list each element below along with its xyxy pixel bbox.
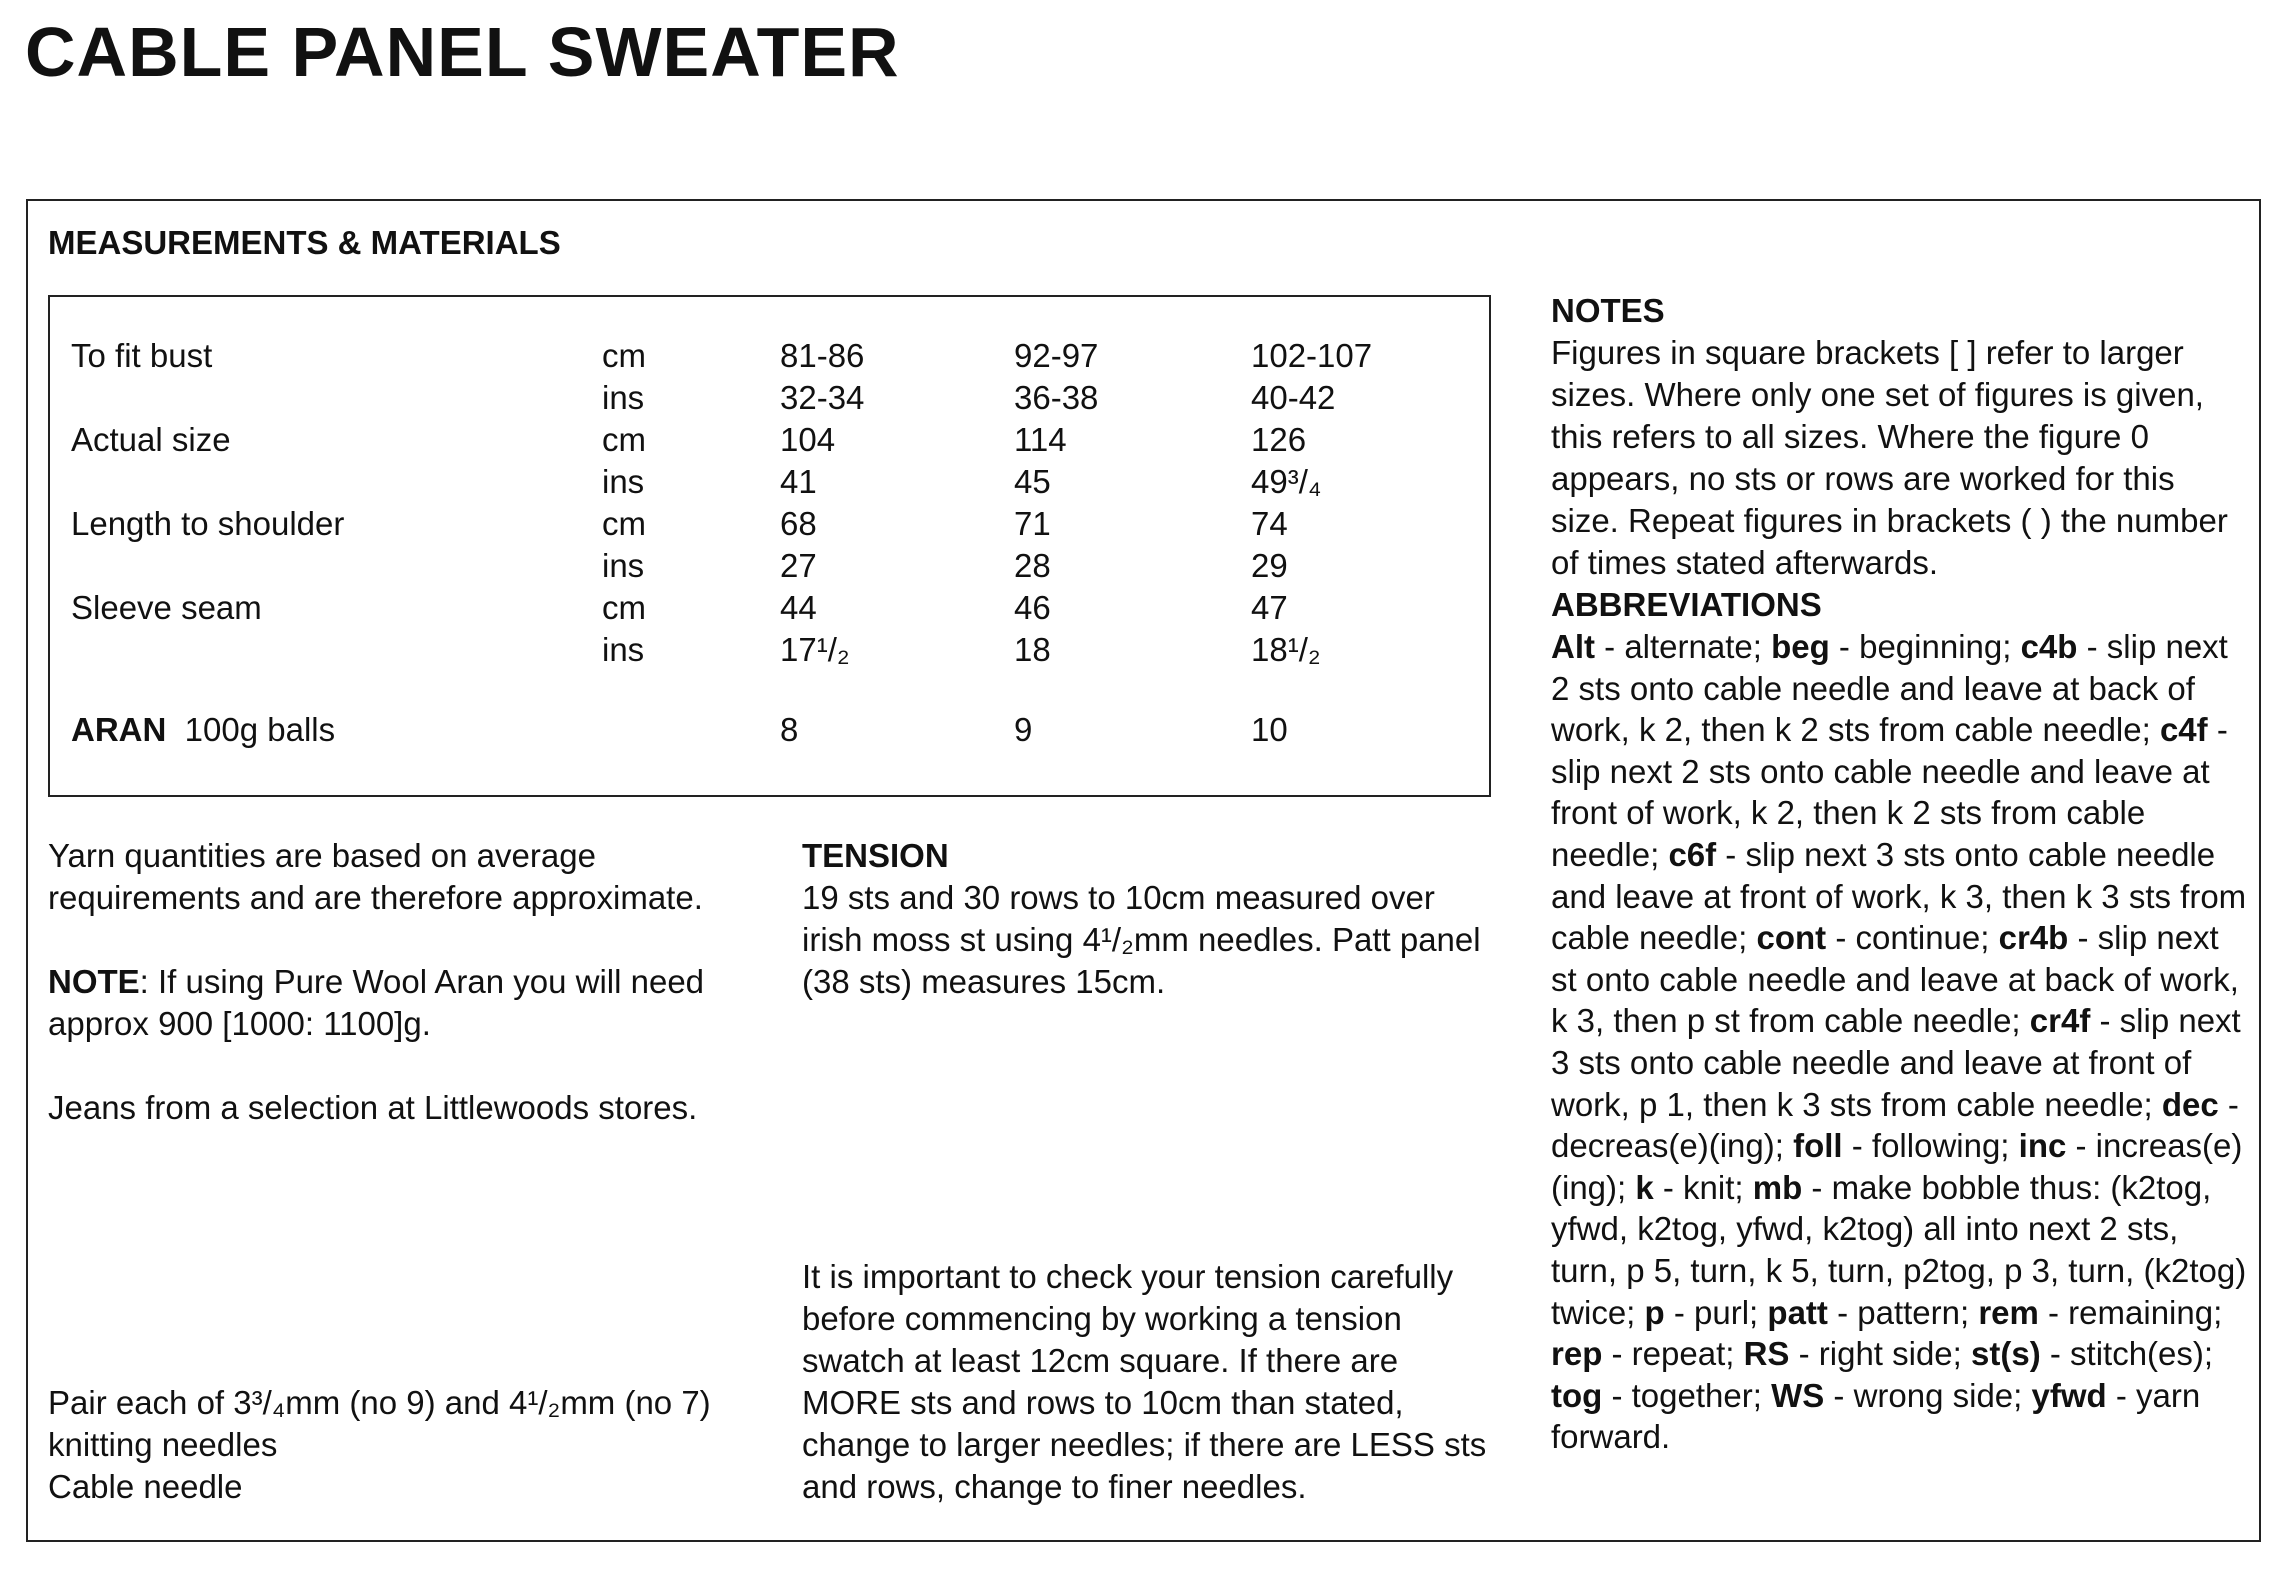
abbr-term: Alt bbox=[1551, 628, 1595, 665]
measure-unit: cm bbox=[602, 505, 646, 542]
tension-line: 19 sts and 30 rows to 10cm measured over bbox=[802, 879, 1435, 916]
abbr-term: dec bbox=[2161, 1085, 2219, 1123]
abbr-definition: - purl; bbox=[1664, 1293, 1768, 1331]
abbr-term: c4b bbox=[2020, 628, 2078, 665]
abbr-definition: - slip next 3 sts onto cable needle and leave at front of work, p 1, then k 3 sts from cable needle; bbox=[1551, 1002, 2241, 1123]
abbr-definition: - following; bbox=[1842, 1127, 2019, 1165]
abbreviations-heading bbox=[1551, 584, 1822, 626]
yarn-note-line: requirements and are therefore approximate. bbox=[48, 879, 703, 916]
tension-line: (38 sts) measures 15cm. bbox=[802, 963, 1166, 1000]
measure-size-1: 44 bbox=[780, 589, 817, 626]
measure-size-2: 18 bbox=[1014, 631, 1051, 668]
jeans-credit: Jeans from a selection at Littlewoods stores. bbox=[48, 1089, 698, 1126]
abbr-definition: - alternate; bbox=[1595, 628, 1772, 665]
measure-size-1: 81-86 bbox=[780, 337, 865, 374]
needles-line: knitting needles bbox=[48, 1426, 278, 1463]
needles-line: Pair each of 3³/₄mm (no 9) and 4¹/₂mm (no 7) bbox=[48, 1384, 711, 1421]
abbreviations-list bbox=[1551, 626, 2251, 1458]
measure-size-3: 18¹/₂ bbox=[1251, 631, 1321, 668]
measure-size-1: 104 bbox=[780, 421, 836, 458]
measure-size-2: 114 bbox=[1014, 421, 1067, 458]
abbr-term: cr4f bbox=[2029, 1002, 2091, 1040]
tension-section bbox=[802, 835, 1481, 1003]
abbr-definition: - beginning; bbox=[1829, 628, 2021, 665]
note-text: : If using Pure Wool Aran you will need bbox=[139, 963, 705, 1000]
yarn-qty-size1: 8 bbox=[780, 711, 799, 748]
yarn-qty-size2: 9 bbox=[1014, 711, 1033, 748]
yarn-brand: ARAN bbox=[71, 711, 167, 748]
abbr-term: foll bbox=[1793, 1127, 1843, 1165]
abbr-definition: - slip next 3 sts onto cable needle and leave at front of work, k 3, then k 3 sts from cable needle; bbox=[1551, 835, 2247, 957]
notes-line: of times stated afterwards. bbox=[1551, 544, 1938, 581]
abbr-definition: - slip next 2 sts onto cable needle and leave at front of work, k 2, then k 2 sts from cable needle; bbox=[1551, 711, 2228, 873]
measure-unit: ins bbox=[602, 379, 645, 416]
measure-unit: cm bbox=[602, 421, 646, 458]
abbr-term: tog bbox=[1551, 1376, 1603, 1414]
measure-label: To fit bust bbox=[71, 337, 213, 374]
abbr-definition: - repeat; bbox=[1602, 1335, 1744, 1373]
measure-size-1: 27 bbox=[780, 547, 817, 584]
measure-size-3: 126 bbox=[1251, 421, 1307, 458]
measure-size-3: 49³/₄ bbox=[1251, 463, 1322, 500]
abbr-definition: - right side; bbox=[1789, 1335, 1972, 1373]
abbr-term: yfwd bbox=[2031, 1376, 2107, 1414]
abbr-definition: - remaining; bbox=[2038, 1293, 2223, 1331]
note-label: NOTE bbox=[48, 963, 140, 1000]
measure-unit: cm bbox=[602, 337, 646, 374]
tension-line: irish moss st using 4¹/₂mm needles. Patt panel bbox=[802, 921, 1481, 958]
abbr-definition: - continue; bbox=[1826, 919, 1999, 957]
abbr-term: cr4b bbox=[1998, 919, 2069, 957]
measure-size-1: 17¹/₂ bbox=[780, 631, 850, 668]
abbr-term: cont bbox=[1756, 919, 1827, 957]
measure-size-1: 32-34 bbox=[780, 379, 865, 416]
abbr-definition: - decreas(e)(ing); bbox=[1551, 1085, 2239, 1165]
needles-line: Cable needle bbox=[48, 1468, 243, 1505]
page-title: CABLE PANEL SWEATER bbox=[25, 13, 900, 91]
abbr-term: inc bbox=[2018, 1127, 2067, 1165]
tension-check-line: change to larger needles; if there are LESS sts bbox=[802, 1426, 1487, 1463]
abbr-definition: - wrong side; bbox=[1824, 1376, 2032, 1414]
abbr-term: rep bbox=[1551, 1335, 1603, 1373]
measure-unit: ins bbox=[602, 547, 645, 584]
abbr-definition: - together; bbox=[1602, 1376, 1772, 1414]
tension-check-note bbox=[802, 1256, 1486, 1508]
measure-size-2: 92-97 bbox=[1014, 337, 1099, 374]
abbr-term: c6f bbox=[1668, 835, 1717, 873]
pure-wool-note bbox=[48, 961, 704, 1045]
tension-check-line: before commencing by working a tension bbox=[802, 1300, 1402, 1337]
tension-check-line: swatch at least 12cm square. If there are bbox=[802, 1342, 1399, 1379]
abbr-term: st(s) bbox=[1971, 1335, 2041, 1373]
notes-heading: NOTES bbox=[1551, 292, 1665, 329]
note-text-2: approx 900 [1000: 1100]g. bbox=[48, 1005, 431, 1042]
notes-line: Figures in square brackets [ ] refer to larger bbox=[1551, 334, 2184, 371]
abbr-definition: - knit; bbox=[1653, 1168, 1753, 1206]
abbreviations-heading-text: ABBREVIATIONS bbox=[1551, 586, 1822, 623]
abbr-term: k bbox=[1635, 1168, 1654, 1206]
yarn-quantity-note bbox=[48, 835, 703, 919]
measure-size-1: 41 bbox=[780, 463, 817, 500]
abbr-definition: - increas(e)(ing); bbox=[1551, 1127, 2243, 1206]
abbr-term: p bbox=[1644, 1293, 1665, 1331]
notes-line: sizes. Where only one set of figures is given, bbox=[1551, 376, 2204, 413]
notes-section bbox=[1551, 290, 2228, 584]
measure-unit: cm bbox=[602, 589, 646, 626]
measure-unit: ins bbox=[602, 463, 645, 500]
abbr-definition: - yarn forward. bbox=[1551, 1376, 2201, 1456]
measure-size-2: 46 bbox=[1014, 589, 1051, 626]
notes-line: size. Repeat figures in brackets ( ) the number bbox=[1551, 502, 2228, 539]
section-heading: MEASUREMENTS & MATERIALS bbox=[48, 224, 561, 261]
yarn-note-line: Yarn quantities are based on average bbox=[48, 837, 596, 874]
abbr-definition: - stitch(es); bbox=[2040, 1335, 2214, 1373]
abbr-term: beg bbox=[1771, 628, 1830, 665]
tension-check-line: It is important to check your tension carefully bbox=[802, 1258, 1454, 1295]
tension-check-line: and rows, change to finer needles. bbox=[802, 1468, 1307, 1505]
measure-size-3: 47 bbox=[1251, 589, 1288, 626]
measure-size-3: 74 bbox=[1251, 505, 1288, 542]
measure-size-2: 45 bbox=[1014, 463, 1051, 500]
abbr-term: c4f bbox=[2159, 711, 2208, 749]
tension-check-line: MORE sts and rows to 10cm than stated, bbox=[802, 1384, 1404, 1421]
notes-line: appears, no sts or rows are worked for this bbox=[1551, 460, 2175, 497]
measure-label: Length to shoulder bbox=[71, 505, 345, 542]
measure-size-2: 28 bbox=[1014, 547, 1051, 584]
abbr-term: rem bbox=[1978, 1293, 2039, 1331]
yarn-qty-size3: 10 bbox=[1251, 711, 1288, 748]
abbr-definition: - slip next 2 sts onto cable needle and leave at back of work, k 2, then k 2 sts from cable needle; bbox=[1551, 628, 2228, 749]
measure-label: Sleeve seam bbox=[71, 589, 262, 626]
abbr-definition: - slip next st onto cable needle and leave at back of work, k 3, then p st from cable needle; bbox=[1551, 919, 2239, 1040]
measure-label: Actual size bbox=[71, 421, 231, 458]
notes-line: this refers to all sizes. Where the figure 0 bbox=[1551, 418, 2149, 455]
abbr-term: RS bbox=[1743, 1335, 1790, 1373]
tension-heading: TENSION bbox=[802, 837, 949, 874]
abbr-term: WS bbox=[1771, 1376, 1825, 1414]
measure-size-3: 102-107 bbox=[1251, 337, 1373, 374]
measure-size-2: 36-38 bbox=[1014, 379, 1099, 416]
abbr-definition: - pattern; bbox=[1827, 1293, 1979, 1331]
abbr-term: patt bbox=[1767, 1293, 1828, 1331]
measure-unit: ins bbox=[602, 631, 645, 668]
measure-size-1: 68 bbox=[780, 505, 817, 542]
abbr-definition: - make bobble thus: (k2tog, yfwd, k2tog, yfwd, k2tog) all into next 2 sts, turn, p 5, turn, k 5, turn, p2tog, p 3, turn, (k2tog) twice; bbox=[1551, 1168, 2247, 1331]
measure-size-3: 40-42 bbox=[1251, 379, 1336, 416]
yarn-row-label bbox=[71, 709, 335, 751]
abbr-term: mb bbox=[1752, 1168, 1803, 1206]
yarn-desc: 100g balls bbox=[184, 711, 336, 748]
needles-list bbox=[48, 1382, 711, 1508]
measure-size-2: 71 bbox=[1014, 505, 1051, 542]
measure-size-3: 29 bbox=[1251, 547, 1288, 584]
